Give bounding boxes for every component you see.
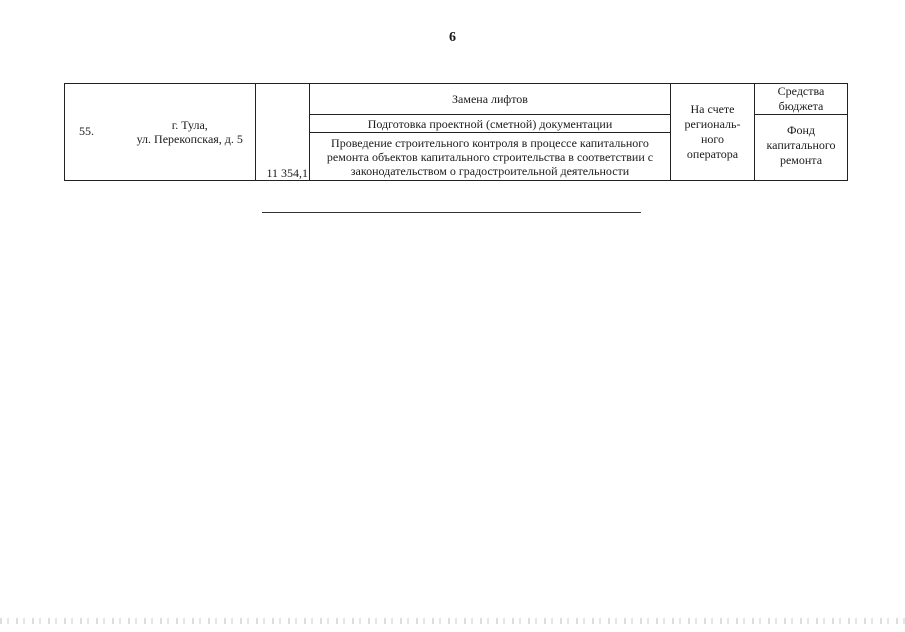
capital-repair-table <box>64 83 848 181</box>
fund-line-2: капитального <box>766 138 836 152</box>
address-cell <box>125 84 256 181</box>
end-separator-line <box>262 212 641 213</box>
scan-artifact-strip <box>0 618 905 624</box>
fund-source-budget <box>755 84 848 115</box>
address-city: г. Тула, <box>171 118 208 132</box>
address-street: ул. Перекопская, д. 5 <box>136 132 243 146</box>
fund-line-3: ремонта <box>779 153 823 167</box>
operator-line-4: оператора <box>686 147 739 161</box>
operator-line-1: На счете <box>690 102 735 116</box>
page-number: 6 <box>449 30 456 45</box>
operator-cell <box>671 84 755 181</box>
work-construction-control: Проведение строительного контроля в процессе капитального ремонта объектов капитального строительства в соответствии с законодательством о градостроительной деятельности <box>310 133 671 181</box>
operator-line-2: региональ- <box>684 117 741 131</box>
fund-source-line-2: бюджета <box>778 99 824 113</box>
operator-line-3: ного <box>700 132 725 146</box>
cost-cell: 11 354,1 <box>256 84 310 181</box>
work-design-documentation: Подготовка проектной (сметной) документации <box>310 115 671 133</box>
fund-capital-repair <box>755 115 848 181</box>
work-elevator-replacement: Замена лифтов <box>310 84 671 115</box>
fund-line-1: Фонд <box>786 123 815 137</box>
fund-source-line-1: Средства <box>777 84 825 98</box>
row-number: 55. <box>65 84 125 181</box>
